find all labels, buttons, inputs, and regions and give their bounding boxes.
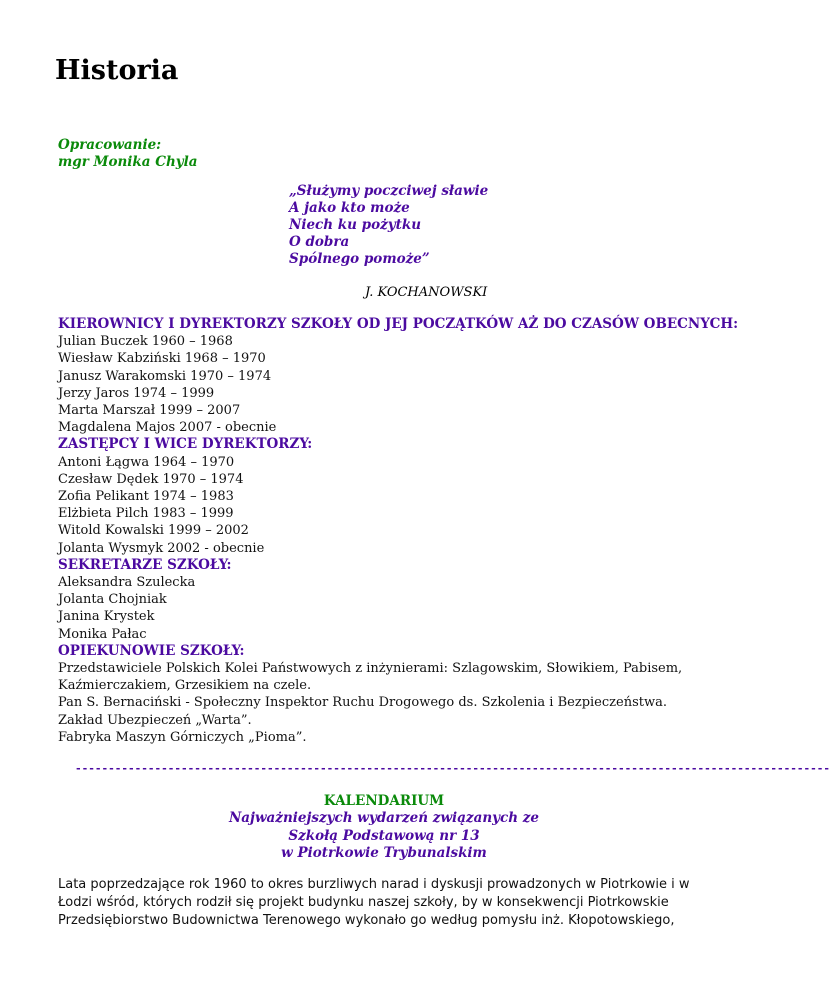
section-heading: OPIEKUNOWIE SZKOŁY:	[58, 642, 245, 659]
list-item: Julian Buczek 1960 – 1968	[58, 334, 233, 350]
list-item: Jolanta Chojniak	[58, 592, 167, 608]
section-secretaries	[58, 557, 738, 643]
section-heading: KIEROWNICY I DYREKTORZY SZKOŁY OD JEJ POCZĄTKÓW AŻ DO CZASÓW OBECNYCH:	[58, 316, 739, 332]
subtitle-line: w Piotrkowie Trybunalskim	[281, 845, 487, 861]
list-item: Jerzy Jaros 1974 – 1999	[58, 385, 215, 401]
staff-lists	[58, 316, 738, 746]
list-item: Marta Marszał 1999 – 2007	[58, 403, 241, 419]
list-item: Fabryka Maszyn Górniczych „Pioma”.	[58, 729, 307, 745]
list-item: Zakład Ubezpieczeń „Warta”.	[58, 712, 252, 728]
body-paragraph: Lata poprzedzające rok 1960 to okres burzliwych narad i dyskusji prowadzonych w Piotrkowie i w Łodzi wśród, których rodził się projekt budynku naszej szkoły, by w konsekwencji Piotrkowskie Przedsiębiorstwo Budownictwa Terenowego wykonało go według pomysłu inż. Kłopotowskiego,	[58, 877, 690, 928]
page-title: Historia	[55, 55, 179, 86]
list-item: Jolanta Wysmyk 2002 - obecnie	[58, 540, 265, 556]
section-directors	[58, 316, 738, 436]
section-heading: SEKRETARZE SZKOŁY:	[58, 556, 232, 573]
list-item: Magdalena Majos 2007 - obecnie	[58, 420, 277, 436]
list-item: Przedstawiciele Polskich Kolei Państwowych z inżynierami: Szlagowskim, Słowikiem, Pabisem, Kaźmierczakiem, Grzesikiem na czele.	[58, 661, 683, 694]
subtitle-line: Szkołą Podstawową nr 13	[288, 827, 480, 844]
credit-label: Opracowanie:	[58, 137, 162, 153]
quote-line: A jako kto może	[289, 200, 410, 216]
kalendarium-subtitle	[0, 810, 768, 863]
dashed-separator: ------------------------------------------------------------------------------------------------------------------	[75, 762, 830, 775]
list-item: Elżbieta Pilch 1983 – 1999	[58, 506, 234, 522]
list-item: Monika Pałac	[58, 626, 147, 642]
list-item: Czesław Dędek 1970 – 1974	[58, 471, 244, 487]
list-item: Aleksandra Szulecka	[58, 575, 196, 591]
quote-line: Niech ku pożytku	[289, 217, 422, 233]
section-patrons	[58, 643, 738, 746]
list-item: Pan S. Bernaciński - Społeczny Inspektor Ruchu Drogowego ds. Szkolenia i Bezpieczeństwa.	[58, 695, 667, 711]
quote-line: O dobra	[289, 234, 350, 250]
list-item: Janina Krystek	[58, 609, 155, 625]
quote-line: „Służymy poczciwej sławie	[289, 183, 489, 199]
quote-line: Spólnego pomoże”	[289, 251, 430, 267]
list-item: Zofia Pelikant 1974 – 1983	[58, 489, 234, 505]
subtitle-line: Najważniejszych wydarzeń związanych ze	[228, 810, 540, 826]
list-item: Witold Kowalski 1999 – 2002	[58, 523, 249, 539]
list-item: Wiesław Kabziński 1968 – 1970	[58, 351, 266, 367]
list-item: Antoni Łągwa 1964 – 1970	[58, 454, 235, 470]
kalendarium-title: KALENDARIUM	[323, 793, 445, 809]
quote-author: J. KOCHANOWSKI	[365, 285, 488, 300]
list-item: Janusz Warakomski 1970 – 1974	[58, 368, 272, 384]
credit-author: mgr Monika Chyla	[58, 154, 198, 170]
epigraph-quote	[289, 183, 488, 268]
section-heading: ZASTĘPCY I WICE DYREKTORZY:	[58, 436, 313, 453]
section-deputies	[58, 436, 738, 556]
